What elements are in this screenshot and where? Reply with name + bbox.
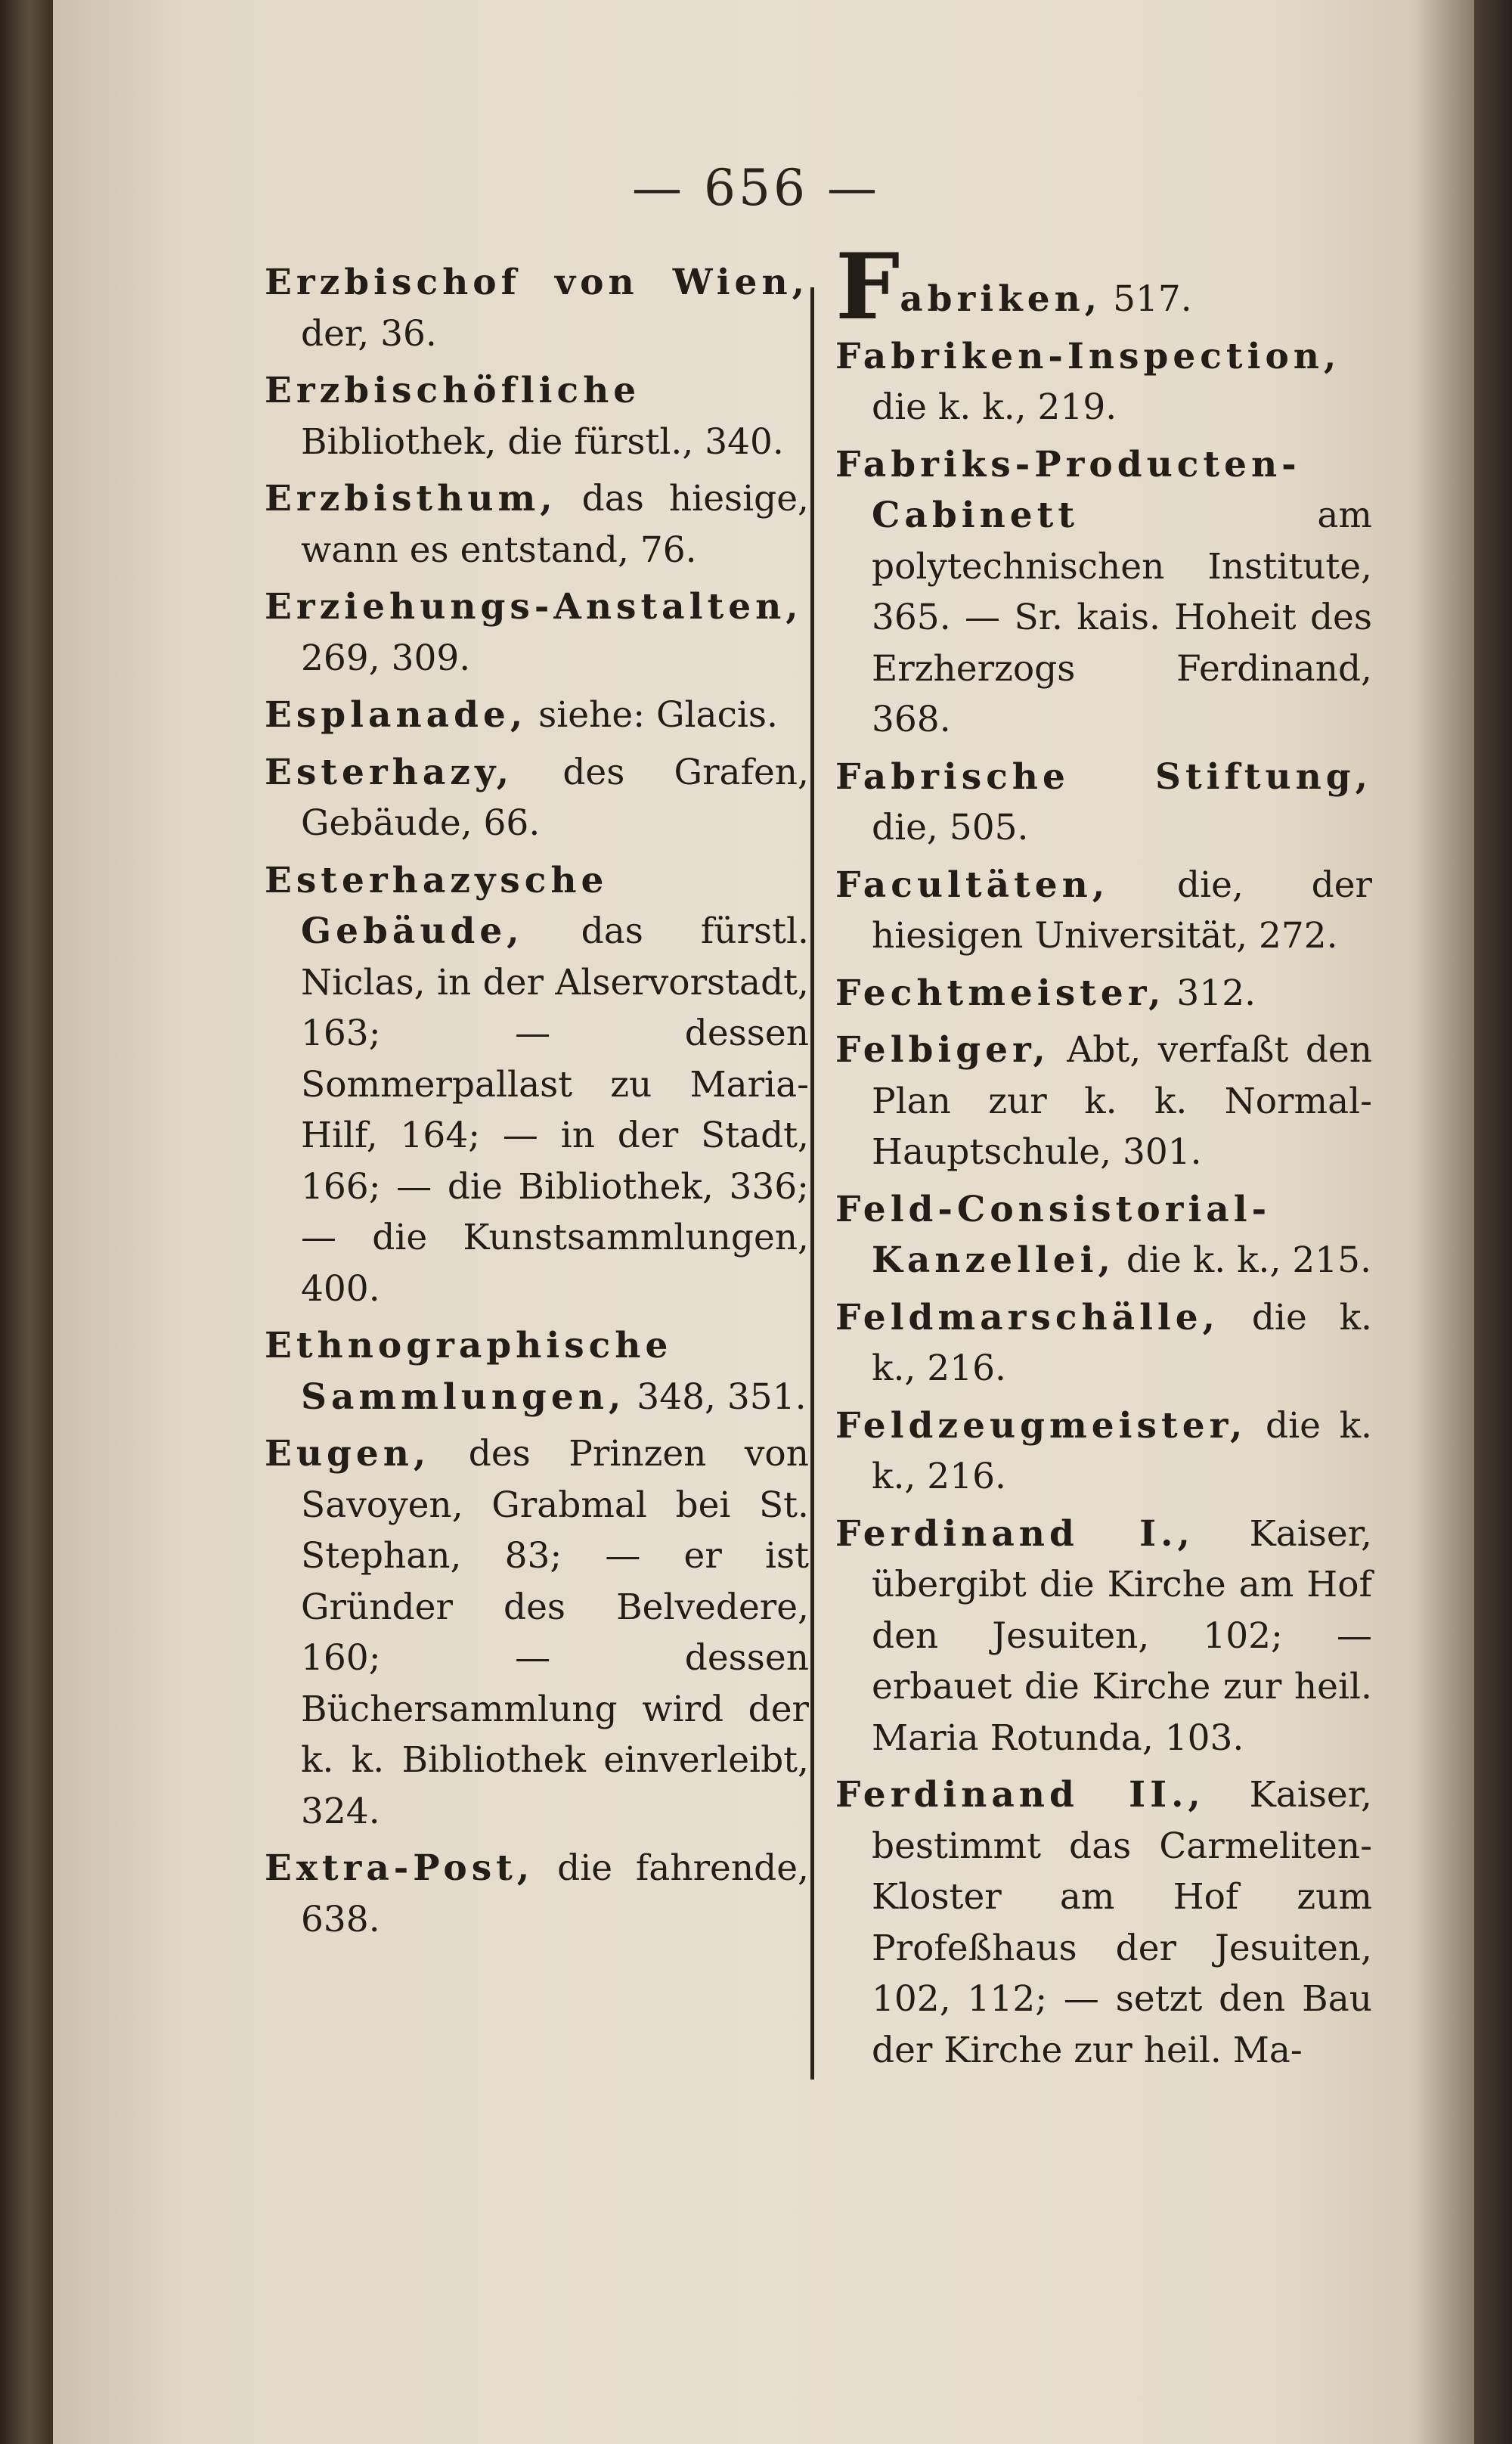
index-entry — [835, 234, 1372, 340]
entry-text: 348, 351. — [625, 1376, 807, 1418]
index-entry — [265, 1428, 809, 1837]
entry-heading: Erzbischöfliche — [265, 370, 641, 411]
entry-heading: Esplanade, — [265, 694, 528, 736]
entry-text: des Prinzen von Savoyen, Grabmal bei St. Stephan, 83; — er ist Gründer des Belvedere, 160; — dessen Büchersammlung wird der k. k. Bibliothek einverleibt, 324. — [301, 1433, 809, 1832]
index-entry — [835, 331, 1372, 433]
entry-text: am polytechnischen Institute, 365. — Sr. kais. Hoheit des Erzherzogs Ferdinand, 368. — [872, 495, 1372, 740]
entry-text: die k. k., 216. — [872, 1296, 1372, 1389]
index-entry — [835, 860, 1372, 962]
index-entry — [265, 855, 809, 1315]
index-entry — [265, 690, 809, 741]
entry-heading: Fabriks-Producten-Cabinett — [835, 443, 1301, 536]
left-page-edge — [0, 0, 53, 2444]
index-entry — [835, 1509, 1372, 1764]
index-entry — [835, 1025, 1372, 1178]
entry-text: Kaiser, bestimmt das Carmeliten-Kloster am Hof zum Profeßhaus der Jesuiten, 102, 112; — setzt den Bau der Kirche zur heil. Ma- — [872, 1774, 1372, 2071]
index-entry — [835, 1184, 1372, 1286]
entry-heading: Felbiger, — [835, 1029, 1050, 1071]
entry-heading: Esterhazy, — [265, 751, 514, 793]
index-entry — [835, 1400, 1372, 1503]
entry-heading: Fabrische Stiftung, — [835, 755, 1372, 798]
entry-heading: Ethnographische Sammlungen, — [265, 1325, 673, 1418]
entry-heading: Eugen, — [265, 1433, 431, 1475]
entry-heading: Feldmarschälle, — [835, 1296, 1220, 1338]
index-entry — [835, 1292, 1372, 1394]
entry-text: siehe: Glacis. — [527, 694, 778, 736]
entry-heading: Extra-Post, — [265, 1847, 534, 1889]
entry-heading: Erzbischof von Wien, — [265, 262, 809, 303]
entry-heading: Feld-Consistorial-Kanzellei, — [835, 1188, 1272, 1281]
drop-initial: F — [835, 234, 900, 340]
entry-text: 269, 309. — [301, 637, 471, 679]
entry-text: der, 36. — [301, 312, 437, 355]
left-index-column — [265, 257, 809, 1951]
right-index-column — [835, 234, 1372, 2082]
entry-text: die k. k., 216. — [872, 1404, 1372, 1497]
entry-heading: Esterhazysche Gebäude, — [265, 859, 609, 952]
entry-text: die k. k., 215. — [1114, 1239, 1372, 1281]
index-entry — [265, 473, 809, 575]
entry-text: die fahrende, 638. — [301, 1847, 809, 1940]
entry-text: die, 505. — [872, 807, 1029, 848]
column-divider — [810, 287, 814, 2080]
page-number: — 656 — — [632, 159, 880, 217]
entry-text: das hiesige, wann es entstand, 76. — [301, 478, 809, 571]
entry-text: 312. — [1165, 972, 1256, 1014]
entry-heading: Ferdinand II., — [835, 1774, 1205, 1816]
entry-text: das fürstl. Niclas, in der Alservorstadt, 163; — dessen Sommerpallast zu Maria-Hilf, 164; — in der Stadt, 166; — die Bibliothek, 336; — die Kunstsammlungen, 400. — [301, 910, 809, 1310]
entry-text: die k. k., 219. — [872, 386, 1117, 428]
entry-text: die, der hiesigen Universität, 272. — [872, 864, 1372, 957]
entry-heading: Facultäten, — [835, 864, 1110, 906]
index-entry — [835, 439, 1372, 746]
entry-text: Kaiser, übergibt die Kirche am Hof den Jesuiten, 102; — erbauet die Kirche zur heil. Maria Rotunda, 103. — [872, 1512, 1372, 1759]
entry-heading: Fechtmeister, — [835, 972, 1166, 1014]
page-edge-shadow — [1414, 0, 1474, 2444]
index-entry — [265, 1843, 809, 1945]
right-background — [1474, 0, 1512, 2444]
index-entry — [265, 365, 809, 467]
entry-heading: Feldzeugmeister, — [835, 1404, 1247, 1447]
index-entry — [265, 257, 809, 359]
entry-heading: Fabriken-Inspection, — [835, 335, 1341, 377]
entry-text: 517. — [1101, 278, 1192, 320]
index-entry — [835, 752, 1372, 854]
index-entry — [265, 1320, 809, 1422]
entry-text: Abt, verfaßt den Plan zur k. k. Normal-Hauptschule, 301. — [872, 1029, 1372, 1173]
entry-text: Bibliothek, die fürstl., 340. — [301, 420, 784, 463]
entry-heading: Erziehungs-Anstalten, — [265, 586, 803, 628]
entry-heading: Erzbisthum, — [265, 478, 557, 520]
index-entry — [265, 747, 809, 849]
entry-heading: Ferdinand I., — [835, 1512, 1194, 1555]
index-entry — [835, 1769, 1372, 2076]
entry-text: des Grafen, Gebäude, 66. — [301, 751, 809, 844]
entry-heading: abriken, — [900, 278, 1102, 320]
index-entry — [835, 968, 1372, 1019]
index-entry — [265, 582, 809, 684]
